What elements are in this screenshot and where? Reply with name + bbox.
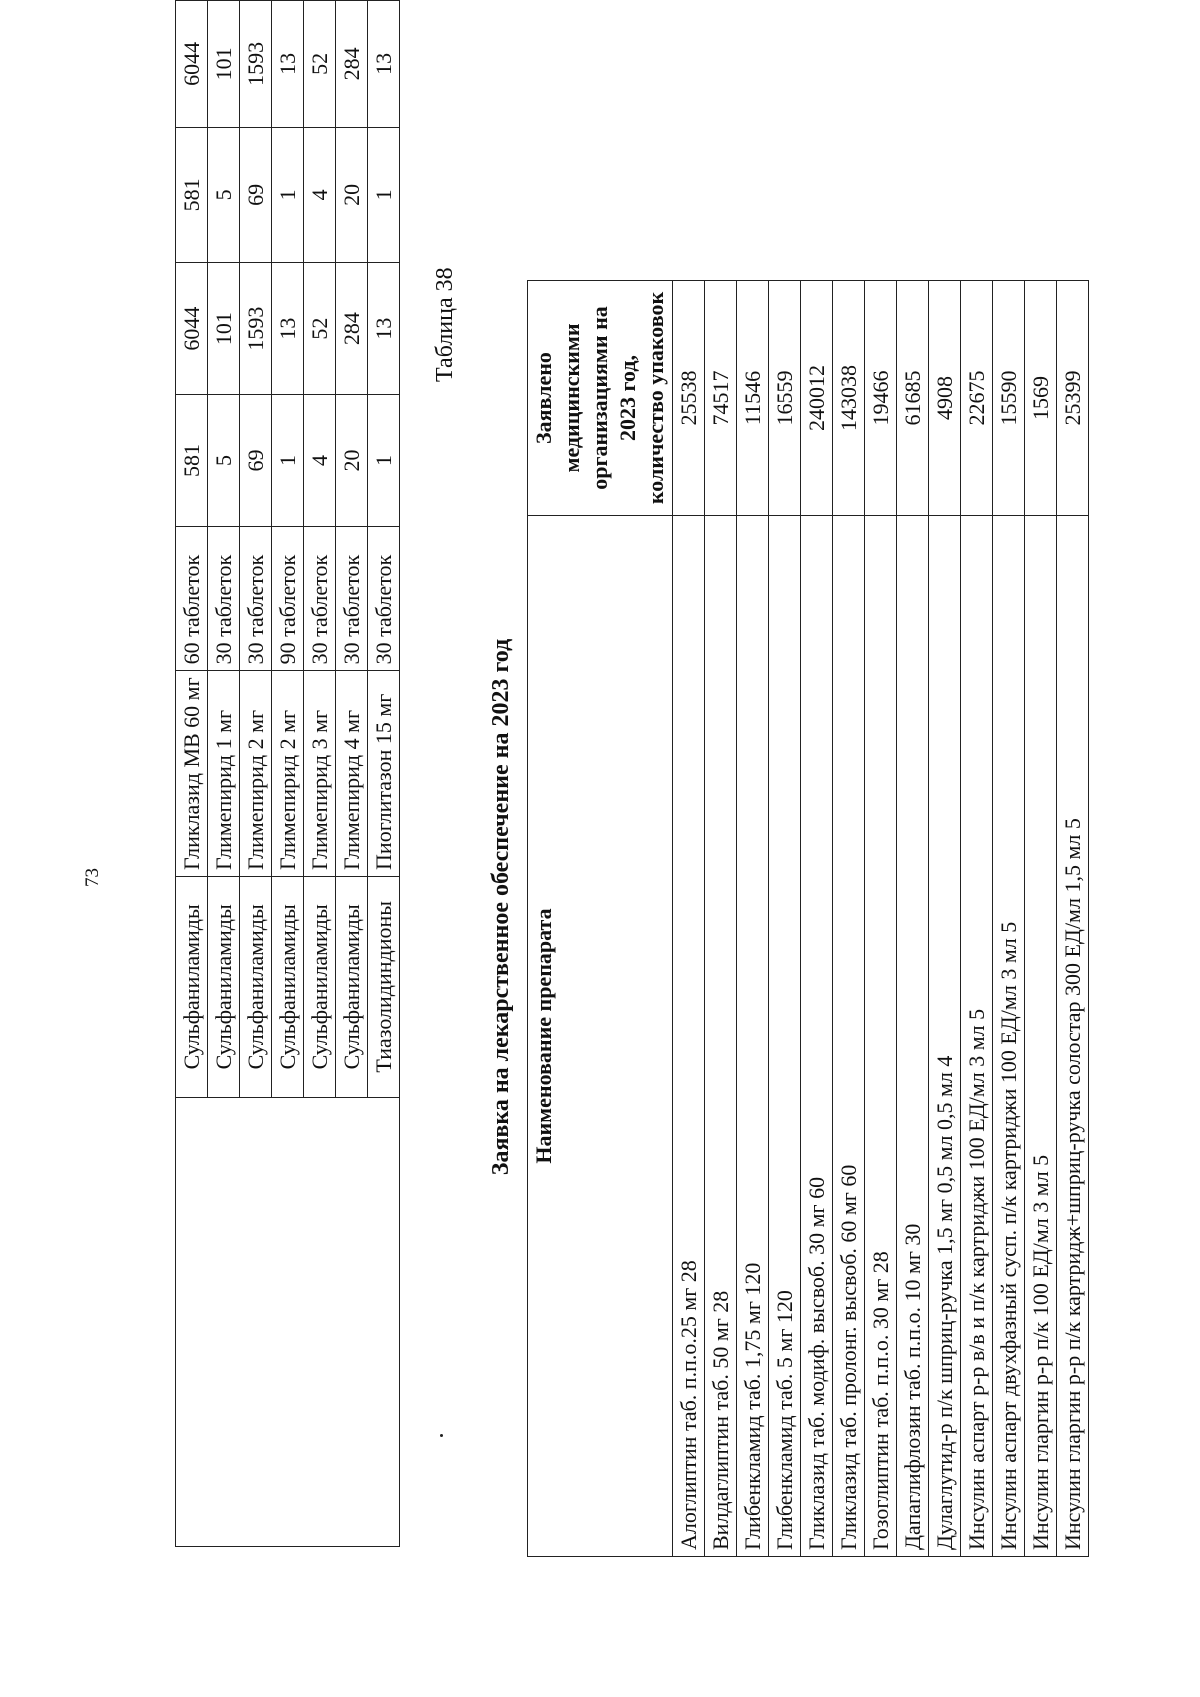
group-cell: Сульфаниламиды [272, 876, 304, 1097]
value-cell: 101 [208, 1, 240, 128]
group-cell: Сульфаниламиды [176, 876, 208, 1097]
category-cell [272, 1097, 304, 1546]
header-declared-line1: Заявлено медицинскими [531, 323, 584, 473]
value-cell: 284 [336, 262, 368, 394]
table-row [272, 1, 304, 1547]
table-row [865, 281, 897, 1557]
pack-cell: 30 таблеток [368, 526, 400, 671]
header-declared-line2: организациями на 2023 год, [587, 306, 640, 490]
value-cell: 69 [240, 395, 272, 527]
header-declared-quantity [528, 281, 673, 516]
pack-cell: 90 таблеток [272, 526, 304, 671]
table-caption: Таблица 38 [432, 267, 458, 382]
drug-name-cell: Алоглиптин таб. п.п.о.25 мг 28 [673, 516, 705, 1557]
quantity-cell: 15590 [993, 281, 1025, 516]
header-drug-name: Наименование препарата [528, 516, 673, 1557]
drug-name-cell: Дапаглифлозин таб. п.п.о. 10 мг 30 [897, 516, 929, 1557]
drug-name-cell: Инсулин гларгин р-р п/к картридж+шприц-ручка солостар 300 ЕД/мл 1,5 мл 5 [1057, 516, 1089, 1557]
drug-cell: Глимепирид 4 мг [336, 671, 368, 877]
group-cell: Сульфаниламиды [304, 876, 336, 1097]
quantity-cell: 25399 [1057, 281, 1089, 516]
table-row [737, 281, 769, 1557]
category-cell [336, 1097, 368, 1546]
category-cell [304, 1097, 336, 1546]
value-cell: 1 [368, 395, 400, 527]
table-row [176, 1, 208, 1547]
quantity-cell: 16559 [769, 281, 801, 516]
category-cell [176, 1097, 208, 1546]
quantity-cell: 74517 [705, 281, 737, 516]
value-cell: 1 [368, 127, 400, 262]
value-cell: 13 [368, 1, 400, 128]
category-cell [240, 1097, 272, 1546]
table-row [705, 281, 737, 1557]
drug-cell: Глимепирид 1 мг [208, 671, 240, 877]
table-row [673, 281, 705, 1557]
category-cell [208, 1097, 240, 1546]
quantity-cell: 19466 [865, 281, 897, 516]
pack-cell: 30 таблеток [304, 526, 336, 671]
drug-name-cell: Вилдаглиптин таб. 50 мг 28 [705, 516, 737, 1557]
table-row [240, 1, 272, 1547]
drug-name-cell: Глибенкламид таб. 5 мг 120 [769, 516, 801, 1557]
table-row [929, 281, 961, 1557]
header-declared-line3: количество упаковок [643, 291, 668, 505]
value-cell: 1 [272, 127, 304, 262]
continued-table [175, 0, 400, 1547]
pack-cell: 30 таблеток [336, 526, 368, 671]
quantity-cell: 25538 [673, 281, 705, 516]
drug-name-cell: Гликлазид таб. модиф. высвоб. 30 мг 60 [801, 516, 833, 1557]
table-row [993, 281, 1025, 1557]
table-row [897, 281, 929, 1557]
page-number: 73 [82, 868, 103, 887]
section-title: Заявка на лекарственное обеспечение на 2023 год [488, 638, 514, 1176]
value-cell: 20 [336, 127, 368, 262]
drug-request-table [527, 280, 1089, 1557]
value-cell: 284 [336, 1, 368, 128]
table-row [1025, 281, 1057, 1557]
value-cell: 69 [240, 127, 272, 262]
value-cell: 1 [272, 395, 304, 527]
value-cell: 6044 [176, 1, 208, 128]
quantity-cell: 240012 [801, 281, 833, 516]
drug-name-cell: Дулаглутид-р п/к шприц-ручка 1,5 мг 0,5 мл 0,5 мл 4 [929, 516, 961, 1557]
value-cell: 5 [208, 127, 240, 262]
drug-name-cell: Глибенкламид таб. 1,75 мг 120 [737, 516, 769, 1557]
table-row [368, 1, 400, 1547]
drug-cell: Глимепирид 3 мг [304, 671, 336, 877]
value-cell: 52 [304, 1, 336, 128]
drug-cell: Глимепирид 2 мг [272, 671, 304, 877]
value-cell: 4 [304, 127, 336, 262]
stray-dot [440, 1434, 443, 1437]
value-cell: 13 [368, 262, 400, 394]
value-cell: 4 [304, 395, 336, 527]
pack-cell: 30 таблеток [240, 526, 272, 671]
value-cell: 52 [304, 262, 336, 394]
value-cell: 101 [208, 262, 240, 394]
table-row [833, 281, 865, 1557]
drug-name-cell: Инсулин гларгин р-р п/к 100 ЕД/мл 3 мл 5 [1025, 516, 1057, 1557]
table-row [961, 281, 993, 1557]
quantity-cell: 4908 [929, 281, 961, 516]
table-row [336, 1, 368, 1547]
group-cell: Сульфаниламиды [336, 876, 368, 1097]
pack-cell: 60 таблеток [176, 526, 208, 671]
drug-cell: Пиоглитазон 15 мг [368, 671, 400, 877]
quantity-cell: 11546 [737, 281, 769, 516]
value-cell: 581 [176, 395, 208, 527]
table-row [208, 1, 240, 1547]
value-cell: 581 [176, 127, 208, 262]
value-cell: 13 [272, 1, 304, 128]
group-cell: Сульфаниламиды [208, 876, 240, 1097]
quantity-cell: 1569 [1025, 281, 1057, 516]
value-cell: 13 [272, 262, 304, 394]
quantity-cell: 22675 [961, 281, 993, 516]
drug-cell: Глимепирид 2 мг [240, 671, 272, 877]
table-row [1057, 281, 1089, 1557]
drug-name-cell: Гликлазид таб. пролонг. высвоб. 60 мг 60 [833, 516, 865, 1557]
drug-name-cell: Гозоглиптин таб. п.п.о. 30 мг 28 [865, 516, 897, 1557]
value-cell: 1593 [240, 1, 272, 128]
table-row [304, 1, 336, 1547]
drug-name-cell: Инсулин аспарт двухфазный сусп. п/к картриджи 100 ЕД/мл 3 мл 5 [993, 516, 1025, 1557]
quantity-cell: 61685 [897, 281, 929, 516]
pack-cell: 30 таблеток [208, 526, 240, 671]
value-cell: 6044 [176, 262, 208, 394]
value-cell: 20 [336, 395, 368, 527]
drug-cell: Гликлазид МВ 60 мг [176, 671, 208, 877]
table-row [801, 281, 833, 1557]
quantity-cell: 143038 [833, 281, 865, 516]
value-cell: 1593 [240, 262, 272, 394]
group-cell: Тиазолидиндионы [368, 876, 400, 1097]
value-cell: 5 [208, 395, 240, 527]
category-cell [368, 1097, 400, 1546]
header-row [528, 281, 673, 1557]
group-cell: Сульфаниламиды [240, 876, 272, 1097]
drug-name-cell: Инсулин аспарт р-р в/в и п/к картриджи 100 ЕД/мл 3 мл 5 [961, 516, 993, 1557]
table-row [769, 281, 801, 1557]
